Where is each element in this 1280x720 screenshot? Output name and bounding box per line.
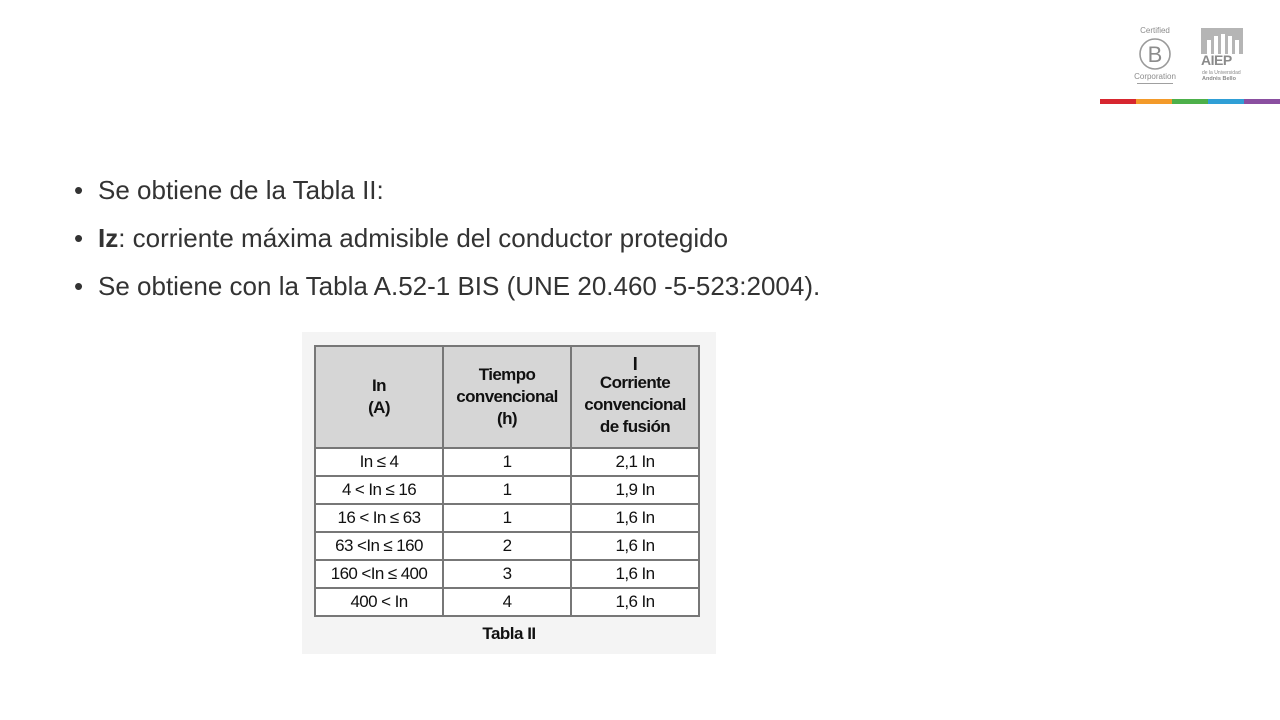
stripe-blue [1208,99,1244,104]
bullet-dot: • [74,175,84,205]
bullet-text: Se obtiene con la Tabla A.52-1 BIS (UNE 20.460 -5-523:2004). [98,271,821,301]
cell-tiempo: 3 [443,560,571,588]
cell-corriente: 1,6 In [571,532,699,560]
bullet-item [74,166,820,214]
stripe-red [1100,99,1136,104]
cell-in: 16 < In ≤ 63 [315,504,443,532]
bullet-text: : corriente máxima admisible del conductor protegido [118,223,729,253]
cell-corriente: 1,9 In [571,476,699,504]
table-row [315,560,699,588]
header-corriente: I Corriente convencional de fusión [571,346,699,448]
cell-corriente: 1,6 In [571,504,699,532]
cell-tiempo: 2 [443,532,571,560]
aiep-subtitle: de la Universidad [1202,70,1241,76]
bullet-bold-term: Iz [98,223,119,253]
cell-in: 400 < In [315,588,443,616]
cell-tiempo: 1 [443,476,571,504]
bcorp-underline [1137,83,1173,84]
bullet-item [74,262,820,310]
fuse-table [314,345,700,617]
table-caption: Tabla II [482,624,536,643]
stripe-purple [1244,99,1280,104]
table-row [315,532,699,560]
cell-in: 4 < In ≤ 16 [315,476,443,504]
bcorp-top-text: Certified [1140,26,1170,35]
cell-corriente: 2,1 In [571,448,699,476]
table-row [315,588,699,616]
bullet-item [74,214,820,262]
aiep-word: AIEP [1201,52,1232,68]
aiep-subtitle-bold: Andrés Bello [1202,76,1236,82]
cell-corriente: 1,6 In [571,588,699,616]
stripe-orange [1136,99,1172,104]
cell-in: 63 <In ≤ 160 [315,532,443,560]
building-icon [1199,26,1245,54]
bcorp-logo [1134,26,1176,88]
cell-tiempo: 1 [443,448,571,476]
cell-tiempo: 4 [443,588,571,616]
color-stripe [1100,99,1280,104]
bullet-text: Se obtiene de la Tabla II: [98,175,384,205]
header-tiempo: Tiempo convencional (h) [443,346,571,448]
cell-corriente: 1,6 In [571,560,699,588]
header-symbol: I [632,354,638,374]
table-row [315,448,699,476]
cell-in: 160 <In ≤ 400 [315,560,443,588]
aiep-logo [1199,26,1245,88]
bullet-dot: • [74,223,84,253]
bullet-list [74,166,820,310]
bcorp-bottom-text: Corporation [1134,72,1176,81]
cell-in: In ≤ 4 [315,448,443,476]
table-image [302,332,716,654]
bullet-dot: • [74,271,84,301]
bcorp-letter: B [1147,42,1163,67]
cell-tiempo: 1 [443,504,571,532]
table-header-row [315,346,699,448]
table-row [315,504,699,532]
table-row [315,476,699,504]
stripe-green [1172,99,1208,104]
header-in: In (A) [315,346,443,448]
